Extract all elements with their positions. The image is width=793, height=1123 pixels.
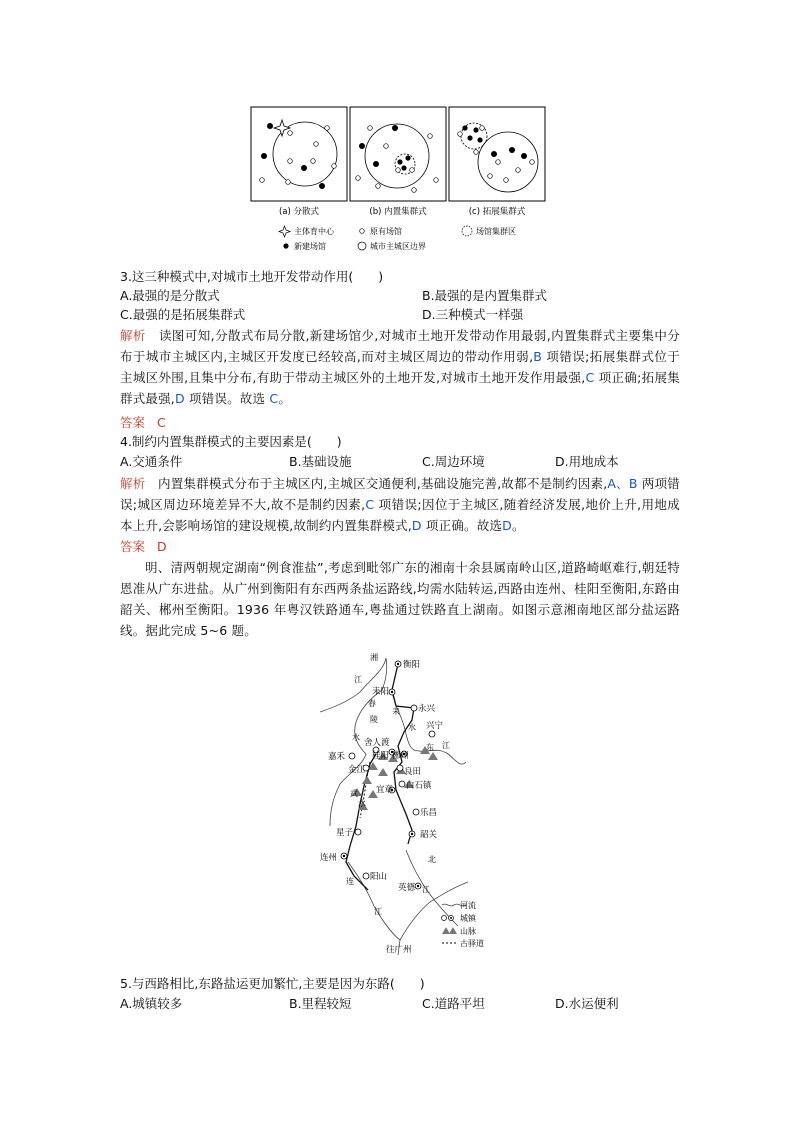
q4-analysis-text-1: 内置集群模式分布于主城区内,主城区交通便利,基础设施完善,故都不是制约因素, [158,476,608,491]
label-yizhang: 宜章 [376,785,394,795]
q4-answer [120,538,167,555]
route-lines [346,664,414,890]
q5-stem: 5.与西路相比,东路盐运更加繁忙,主要是因为东路( ) [120,976,425,991]
river-label-shui-3: 水 [358,799,366,808]
label-yongxing: 永兴 [418,704,436,714]
label-guiyang: 桂阳 [372,751,390,761]
q3-analysis-key-4: C [269,391,279,406]
q3-analysis [120,325,680,409]
label-to-guangzhou: 往广州 [386,945,412,955]
river-lines [320,658,468,955]
legend-boundary: 城市主城区边界 [370,242,426,251]
caption-c: (c) 拓展集群式 [468,207,526,217]
q3-analysis-key-3: D [174,391,185,406]
q5-option-c: C.道路平坦 [422,996,485,1011]
q4-answer-label: 答案 [120,539,146,554]
legend-cluster: 场馆集群区 [476,227,516,236]
q4-analysis-label: 解析 [120,476,146,491]
q4-analysis-key-4: D [502,518,512,533]
label-baishizhen: 白石镇 [406,781,432,791]
caption-a: (a) 分散式 [278,207,320,217]
q5-option-d: D.水运便利 [555,996,619,1011]
q3-answer-value: C [156,415,166,430]
legend-existing: 原有场馆 [370,227,402,236]
label-yingde: 英德 [398,883,416,893]
q5-option-a: A.城镇较多 [120,996,183,1011]
q4-analysis [120,473,680,536]
q3-option-a: A.最强的是分散式 [120,288,220,303]
q3-analysis-label: 解析 [120,328,146,343]
q3-analysis-key-1: B [533,349,543,364]
river-labels [346,652,450,916]
label-hengyang: 衡阳 [403,660,421,670]
q3-stem: 3.这三种模式中,对城市土地开发带动作用( ) [120,269,384,284]
label-yangshan: 阳山 [370,872,388,882]
label-jinjiang: 金江 [348,765,366,775]
label-lechang: 乐昌 [420,808,438,818]
label-liangtian: 良田 [404,767,422,777]
q4-answer-value: D [156,539,167,554]
label-sherendu: 舍人渡 [364,738,390,748]
river-label-wu: 武 [350,789,358,798]
q5-option-b: B.里程较短 [289,996,352,1011]
q3-answer [120,414,166,431]
label-chenzhou: 郴州 [392,751,410,761]
caption-b: (b) 内置集群式 [369,207,427,217]
salt-route-passage: 明、清两朝规定湖南“例食淮盐”,考虑到毗邻广东的湘南十余县属南岭山区,道路崎岖难行,朝廷特恩准从广东进盐。从广州到衡阳有东西两条盐运路线,均需水陆转运,西路由连州、桂阳至衡阳,东路由韶关、郴州至衡阳。1936 年粤汉铁路通车,粤盐通过铁路直上湖南。如图示意湘南地区部分盐运路线。据此完成 5~6 题。 [120,560,680,638]
river-label-jiang-1: 江 [354,675,362,684]
q4-analysis-text-4: 项正确。故选 [421,518,503,533]
q3-option-b: B.最强的是内置集群式 [422,288,548,303]
river-label-shui-2: 水 [408,723,416,732]
label-xingzi: 星子 [336,828,354,838]
q4-analysis-key-3: D [411,518,422,533]
q4-analysis-key-1: A、B [607,476,638,491]
q4-option-c: C.周边环境 [422,454,485,469]
river-label-shui-1: 水 [352,733,360,742]
label-xingning: 兴宁 [426,721,444,731]
legend-center: 主体育中心 [294,227,334,236]
label-jiahe: 嘉禾 [328,752,346,762]
q4-analysis-text-3: 项错误;因位于主城区,随着经济发展,地价上升,用地成本上升,会影响场馆的建设规模,故制约内置集群模式, [120,497,680,533]
river-label-lian: 连 [346,877,354,886]
legend-new: 新建场馆 [294,242,326,251]
q4-option-d: D.用地成本 [555,454,619,469]
q4-stem: 4.制约内置集群模式的主要因素是( ) [120,434,342,449]
label-lianzhou: 连州 [320,853,338,863]
q4-analysis-key-2: C [365,497,375,512]
river-label-lei: 耒 [392,707,400,716]
legend-post-road: 古驿道 [460,939,484,948]
river-label-jiang-3: 江 [422,885,430,894]
q4-option-b: B.基础设施 [289,454,352,469]
q4-option-a: A.交通条件 [120,454,183,469]
q3-analysis-end: 。 [278,391,292,406]
label-leiyang: 耒阳 [372,687,390,697]
legend-town: 城镇 [460,914,476,923]
map-legend [442,900,485,948]
q3-option-d: D.三种模式一样强 [422,307,524,322]
q3-answer-label: 答案 [120,415,146,430]
label-shaoguan: 韶关 [420,830,438,840]
river-label-ling: 陵 [370,715,378,724]
salt-route-map [308,650,508,960]
q3-analysis-text-3: 项正确;拓展集群式最强, [120,370,680,406]
q4-analysis-end: 。 [511,518,525,533]
q3-analysis-text-2: 项错误;拓展集群式位于主城区外围,且集中分布,有助于带动主城区外的土地开发,对城市土地开发作用最强, [120,349,680,385]
river-label-chong: 舂 [368,699,376,708]
q4-analysis-text-2: 两项错误;城区周边环境差异不大,故不是制约因素, [120,476,680,512]
q3-analysis-text-4: 项错误。故选 [184,391,270,406]
q3-option-c: C.最强的是拓展集群式 [120,307,246,322]
river-label-dong: 东 [426,743,434,752]
legend-center-icon [279,226,290,237]
q3-analysis-text-1: 读图可知,分散式布局分散,新建场馆少,对城市土地开发带动作用最弱,内置集群式主要集中分布于城市主城区内,主城区开发度已经较高,而对主城区周边的带动作用弱, [120,328,681,364]
legend-mountain: 山脉 [460,927,476,936]
q3-analysis-key-2: C [585,370,595,385]
stadium-layout-figure [250,106,546,256]
legend-river: 河流 [460,901,476,910]
river-label-jiang-4: 江 [374,907,382,916]
river-label-bei: 北 [428,855,436,864]
river-label-jiang-2: 江 [442,741,450,750]
river-label-xiang: 湘 [370,653,378,662]
